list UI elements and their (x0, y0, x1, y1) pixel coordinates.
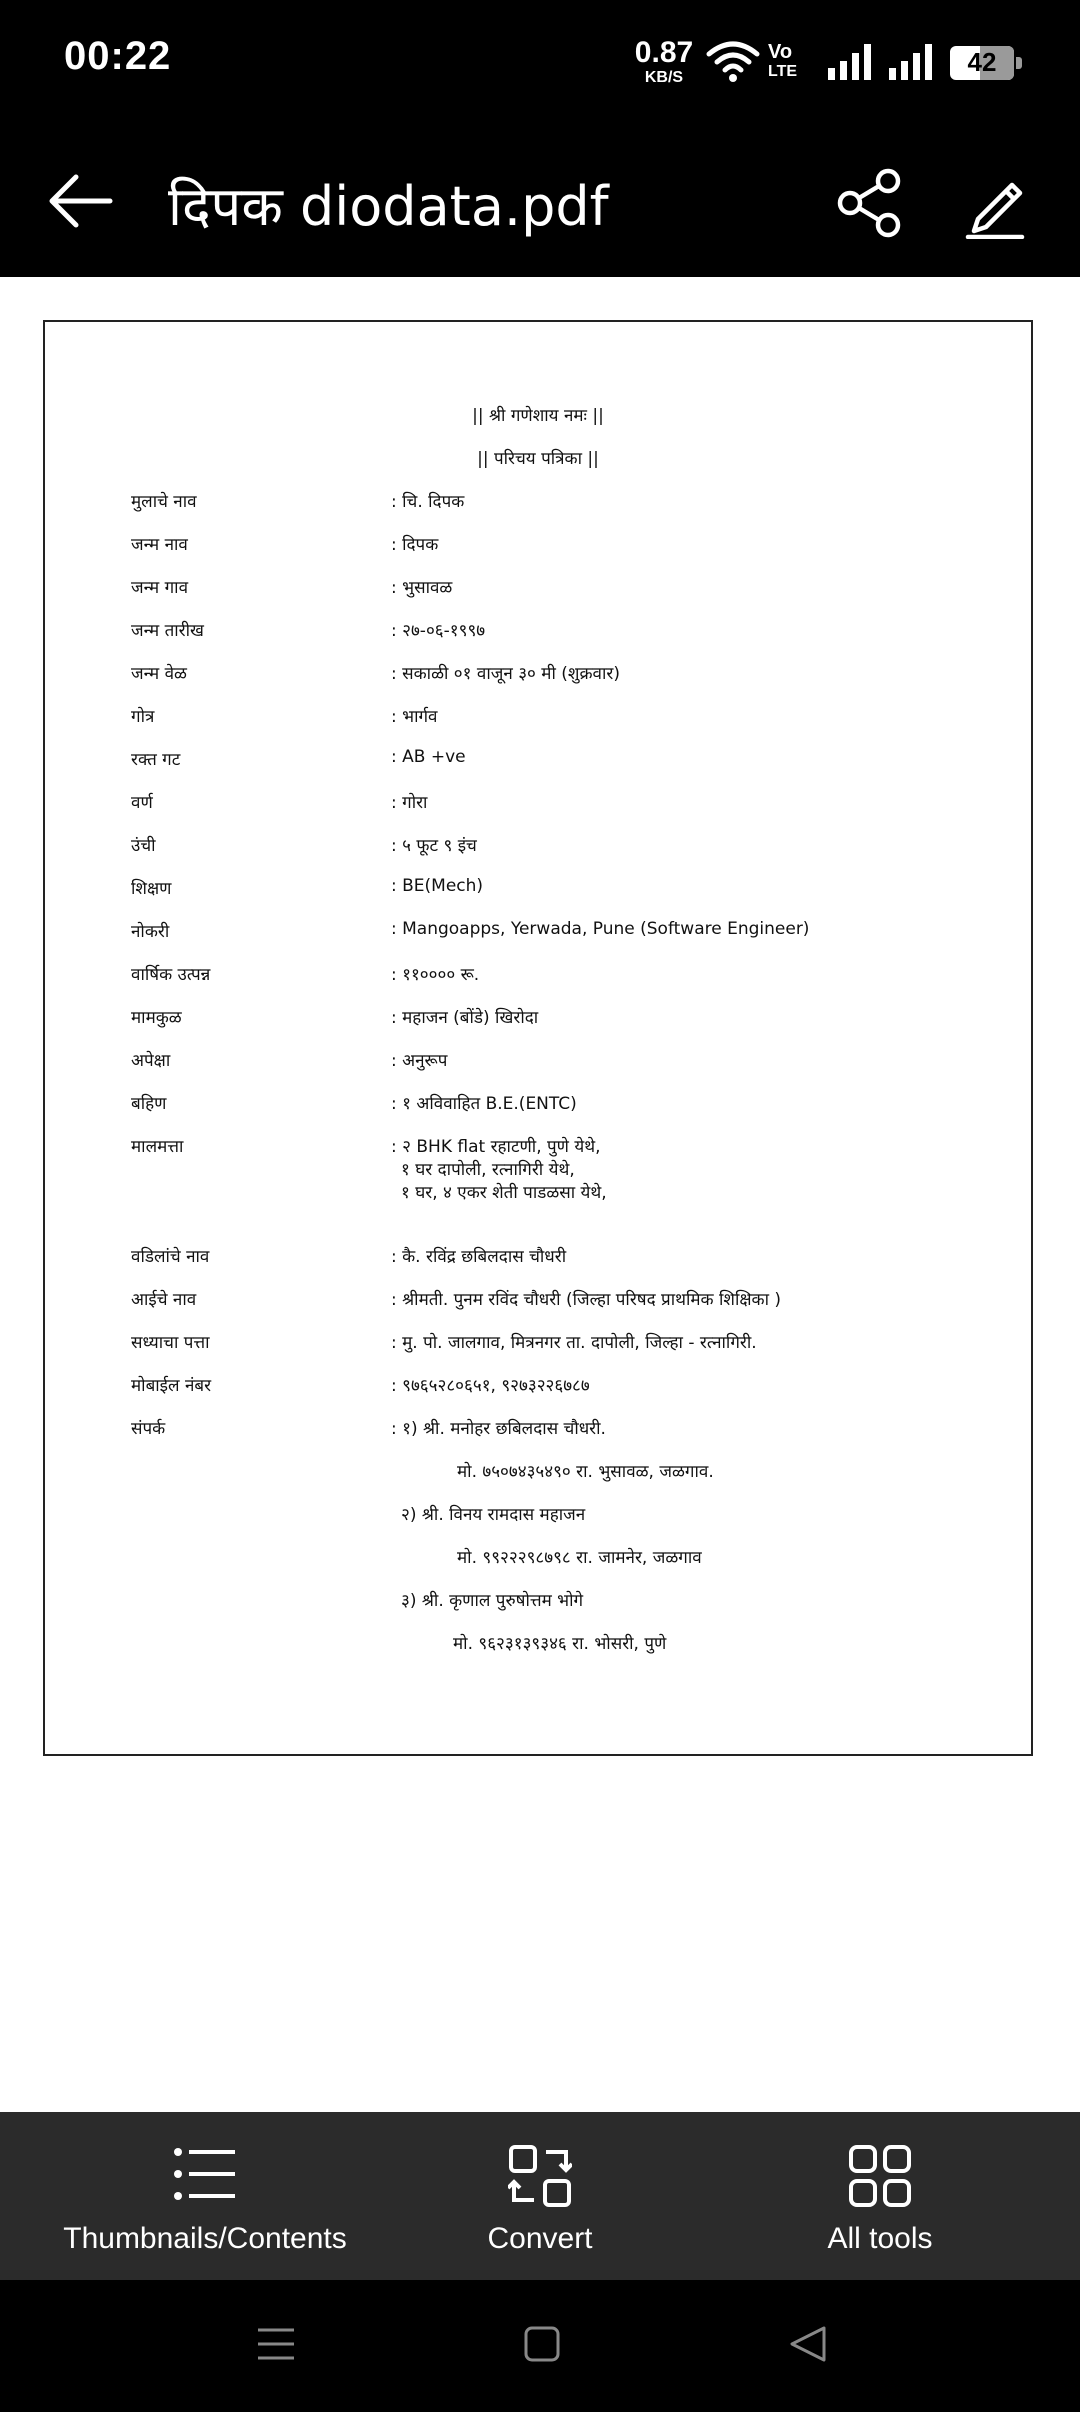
field-label: मुलाचे नाव (131, 492, 197, 512)
field-value: : महाजन (बोंडे) खिरोदा (391, 1008, 539, 1028)
field-label: गोत्र (131, 707, 155, 727)
field-label: शिक्षण (131, 879, 172, 899)
network-speed-value: 0.87 (634, 36, 694, 69)
contact-phone: मो. ७५०७४३५४९० रा. भुसावळ, जळगाव. (457, 1462, 714, 1482)
contact-phone: मो. ९९२२२९८७९८ रा. जामनेर, जळगाव (457, 1548, 702, 1568)
menu-icon[interactable] (256, 2324, 296, 2364)
system-nav-bar (0, 2280, 1080, 2412)
share-icon[interactable] (836, 167, 904, 239)
list-icon (173, 2144, 237, 2204)
field-label: नोकरी (131, 922, 170, 942)
wifi-icon (705, 40, 761, 84)
volte-top: Vo (768, 41, 793, 63)
volte-bottom: LTE (768, 63, 798, 80)
biodata-document (45, 322, 1031, 1754)
contact-name: : १) श्री. मनोहर छबिलदास चौधरी. (391, 1419, 606, 1439)
field-value: : मु. पो. जालगाव, मित्रनगर ता. दापोली, जिल्हा - रत्नागिरी. (391, 1333, 757, 1353)
field-value: : १ अविवाहित B.E.(ENTC) (391, 1094, 577, 1114)
triangle-back-icon[interactable] (788, 2324, 828, 2364)
tab-all-tools[interactable] (730, 2112, 1030, 2280)
field-value: : ११०००० रू. (391, 965, 480, 985)
field-value: : २७-०६-१९९७ (391, 621, 486, 641)
field-value: : श्रीमती. पुनम रविंद चौधरी (जिल्हा परिषद प्राथमिक शिक्षिका ) (391, 1290, 782, 1310)
field-value: : BE(Mech) (391, 876, 484, 896)
field-label: जन्म नाव (131, 535, 188, 555)
field-value: : गोरा (391, 793, 428, 813)
battery-icon (950, 46, 1014, 80)
field-label: अपेक्षा (131, 1051, 171, 1071)
field-value: : Mangoapps, Yerwada, Pune (Software Engineer) (391, 919, 810, 939)
field-label: उंची (131, 836, 156, 856)
property-line: १ घर दापोली, रत्नागिरी येथे, (401, 1160, 575, 1180)
signal-icon (887, 42, 937, 82)
arrow-left-icon[interactable] (44, 165, 116, 237)
status-bar (0, 0, 1080, 125)
field-value: : कै. रविंद्र छबिलदास चौधरी (391, 1247, 567, 1267)
battery-level: 42 (967, 47, 997, 77)
document-title: दिपक diodata.pdf (168, 175, 609, 238)
field-label: मामकुळ (131, 1008, 182, 1028)
field-label: आईचे नाव (131, 1290, 197, 1310)
network-speed-unit: KB/S (644, 69, 684, 86)
contact-name: २) श्री. विनय रामदास महाजन (401, 1505, 586, 1525)
field-label: जन्म गाव (131, 578, 189, 598)
contact-phone: मो. ९६२३१३९३४६ रा. भोसरी, पुणे (453, 1634, 667, 1654)
field-value: : चि. दिपक (391, 492, 465, 512)
field-value: : ५ फूट ९ इंच (391, 836, 477, 856)
pdf-viewer[interactable] (0, 277, 1080, 2112)
pdf-page[interactable] (43, 320, 1033, 1756)
property-line: १ घर, ४ एकर शेती पाडळसा येथे, (401, 1183, 607, 1203)
document-header-blessing: || श्री गणेशाय नमः || (472, 406, 604, 426)
contact-label: संपर्क (131, 1419, 166, 1439)
square-icon[interactable] (524, 2324, 560, 2364)
convert-icon (508, 2144, 572, 2208)
field-value: : दिपक (391, 535, 439, 555)
tab-thumbnails-contents[interactable] (30, 2112, 380, 2280)
tab-label: All tools (827, 2222, 933, 2255)
field-value: : भुसावळ (391, 578, 453, 598)
field-label: वडिलांचे नाव (131, 1247, 210, 1267)
tab-convert[interactable] (390, 2112, 690, 2280)
app-bar (0, 125, 1080, 277)
property-line: : २ BHK flat रहाटणी, पुणे येथे, (391, 1137, 601, 1157)
pencil-icon[interactable] (964, 165, 1028, 239)
property-label: मालमत्ता (131, 1137, 184, 1157)
field-label: जन्म तारीख (131, 621, 204, 641)
status-time: 00:22 (64, 34, 172, 78)
document-header-title: || परिचय पत्रिका || (477, 449, 599, 469)
field-value: : ९७६५२८०६५१, ९२७३२२६७८७ (391, 1376, 590, 1396)
field-value: : सकाळी ०१ वाजून ३० मी (शुक्रवार) (391, 664, 620, 684)
field-value: : भार्गव (391, 707, 438, 727)
contact-name: ३) श्री. कृणाल पुरुषोत्तम भोगे (401, 1591, 584, 1611)
field-label: वर्ण (131, 793, 153, 813)
field-value: : अनुरूप (391, 1051, 448, 1071)
field-value: : AB +ve (391, 747, 466, 767)
field-label: सध्याचा पत्ता (131, 1333, 210, 1353)
tab-label: Convert (487, 2222, 593, 2255)
field-label: रक्त गट (131, 750, 181, 770)
field-label: जन्म वेळ (131, 664, 187, 684)
bottom-toolbar (0, 2112, 1080, 2280)
field-label: बहिण (131, 1094, 167, 1114)
network-speed (632, 38, 696, 86)
field-label: मोबाईल नंबर (131, 1376, 212, 1396)
tab-label: Thumbnails/Contents (63, 2222, 347, 2255)
grid-icon (848, 2144, 912, 2208)
volte-indicator (768, 42, 797, 80)
field-label: वार्षिक उत्पन्न (131, 965, 211, 985)
signal-icon (826, 42, 876, 82)
